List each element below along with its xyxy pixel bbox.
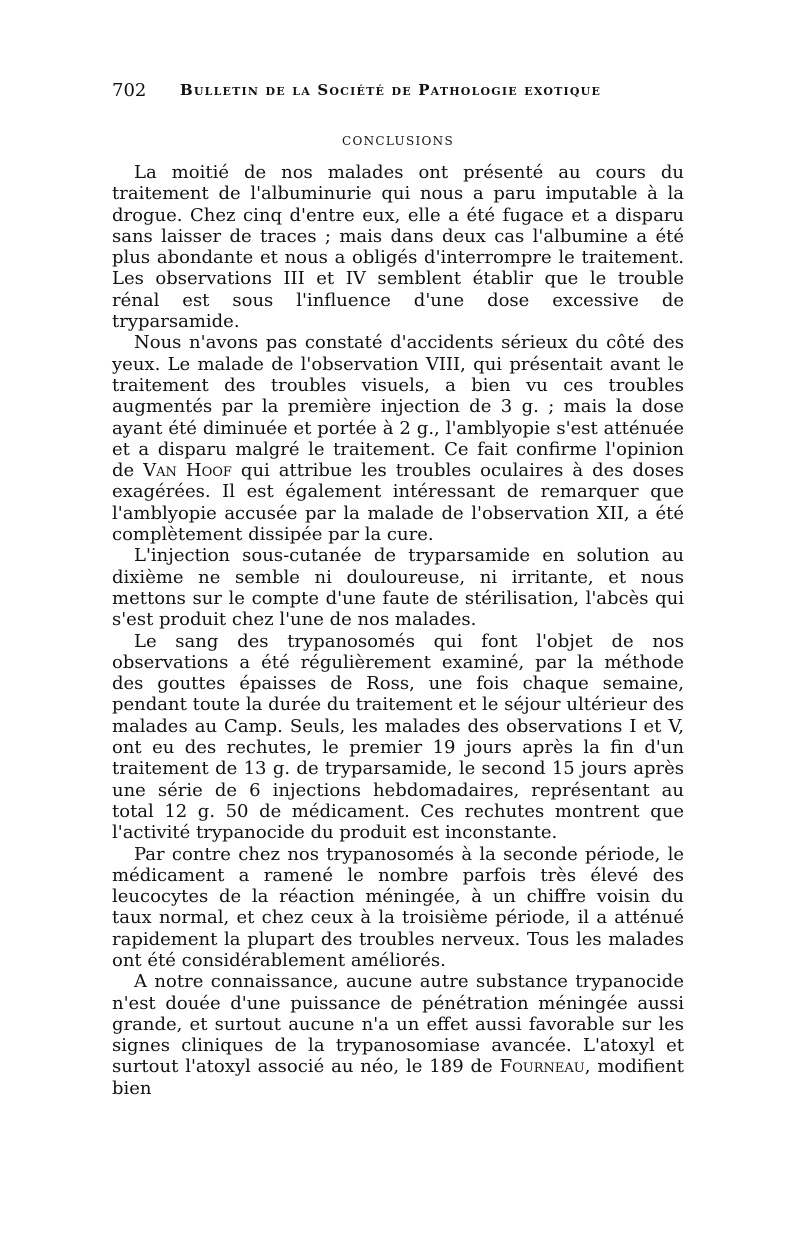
paragraph-text: Nous n'avons pas constaté d'accidents sérieux du côté des yeux. Le malade de l'observation VIII, qui présentait avant le traitement des troubles visuels, a bien vu ces troubles augmentés par la première injection de 3 g. ; mais la dose ayant été diminuée et portée à 2 g., l'amblyopie s'est atténuée et a disparu malgré le traitement. Ce fait confirme l'opinion de (112, 332, 684, 482)
paragraph: L'injection sous-cutanée de tryparsamide en solution au dixième ne semble ni douloureuse, ni irritante, et nous mettons sur le compte d'une faute de stérilisation, l'abcès qui s'est produit chez l'une de nos malades. (112, 545, 684, 631)
paragraph (112, 332, 684, 545)
paragraph: Le sang des trypanosomés qui font l'objet de nos observations a été régulièrement examiné, par la méthode des gouttes épaisses de Ross, une fois chaque semaine, pendant toute la durée du traitement et le séjour ultérieur des malades au Camp. Seuls, les malades des observations I et V, ont eu des rechutes, le premier 19 jours après la fin d'un traitement de 13 g. de tryparsamide, le second 15 jours après une série de 6 injections hebdomadaires, représentant au total 12 g. 50 de médicament. Ces rechutes montrent que l'activité trypanocide du produit est inconstante. (112, 630, 684, 844)
paragraph-text: , modifient bien (112, 1056, 684, 1099)
running-head (112, 80, 684, 110)
author-name: Van Hoof (143, 460, 232, 482)
journal-title: Bulletin de la Société de Pathologie exotique (180, 81, 602, 99)
paragraph: La moitié de nos malades ont présenté au cours du traitement de l'albuminurie qui nous a paru imputable à la drogue. Chez cinq d'entre eux, elle a été fugace et a disparu sans laisser de traces ; mais dans deux cas l'albumine a été plus abondante et nous a obligés d'interrompre le traitement. Les observations III et IV semblent établir que le trouble rénal est sous l'influence d'une dose excessive de tryparsamide. (112, 162, 684, 333)
paragraph: Par contre chez nos trypanosomés à la seconde période, le médicament a ramené le nombre parfois très élevé des leucocytes de la réaction méningée, à un chiffre voisin du taux normal, et chez ceux à la troisième période, il a atténué rapidement la plupart des troubles nerveux. Tous les malades ont été considérablement améliorés. (112, 843, 684, 971)
paragraph (112, 971, 684, 1099)
body-text (112, 162, 684, 1099)
paragraph-text: A notre connaissance, aucune autre substance trypanocide n'est douée d'une puissance de pénétration méningée aussi grande, et surtout aucune n'a un effet aussi favorable sur les signes cliniques de la trypanosomiase avancée. L'atoxyl et surtout l'atoxyl associé au néo, le 189 de (112, 971, 684, 1078)
author-name: Fourneau (499, 1056, 585, 1078)
paragraph-text: qui attribue les troubles oculaires à des doses exagérées. Il est également intéressant de remarquer que l'amblyopie accusée par la malade de l'observation XII, a été complètement dissipée par la cure. (112, 460, 684, 546)
page (112, 80, 684, 1099)
section-heading: CONCLUSIONS (342, 134, 454, 148)
page-number: 702 (112, 80, 147, 101)
